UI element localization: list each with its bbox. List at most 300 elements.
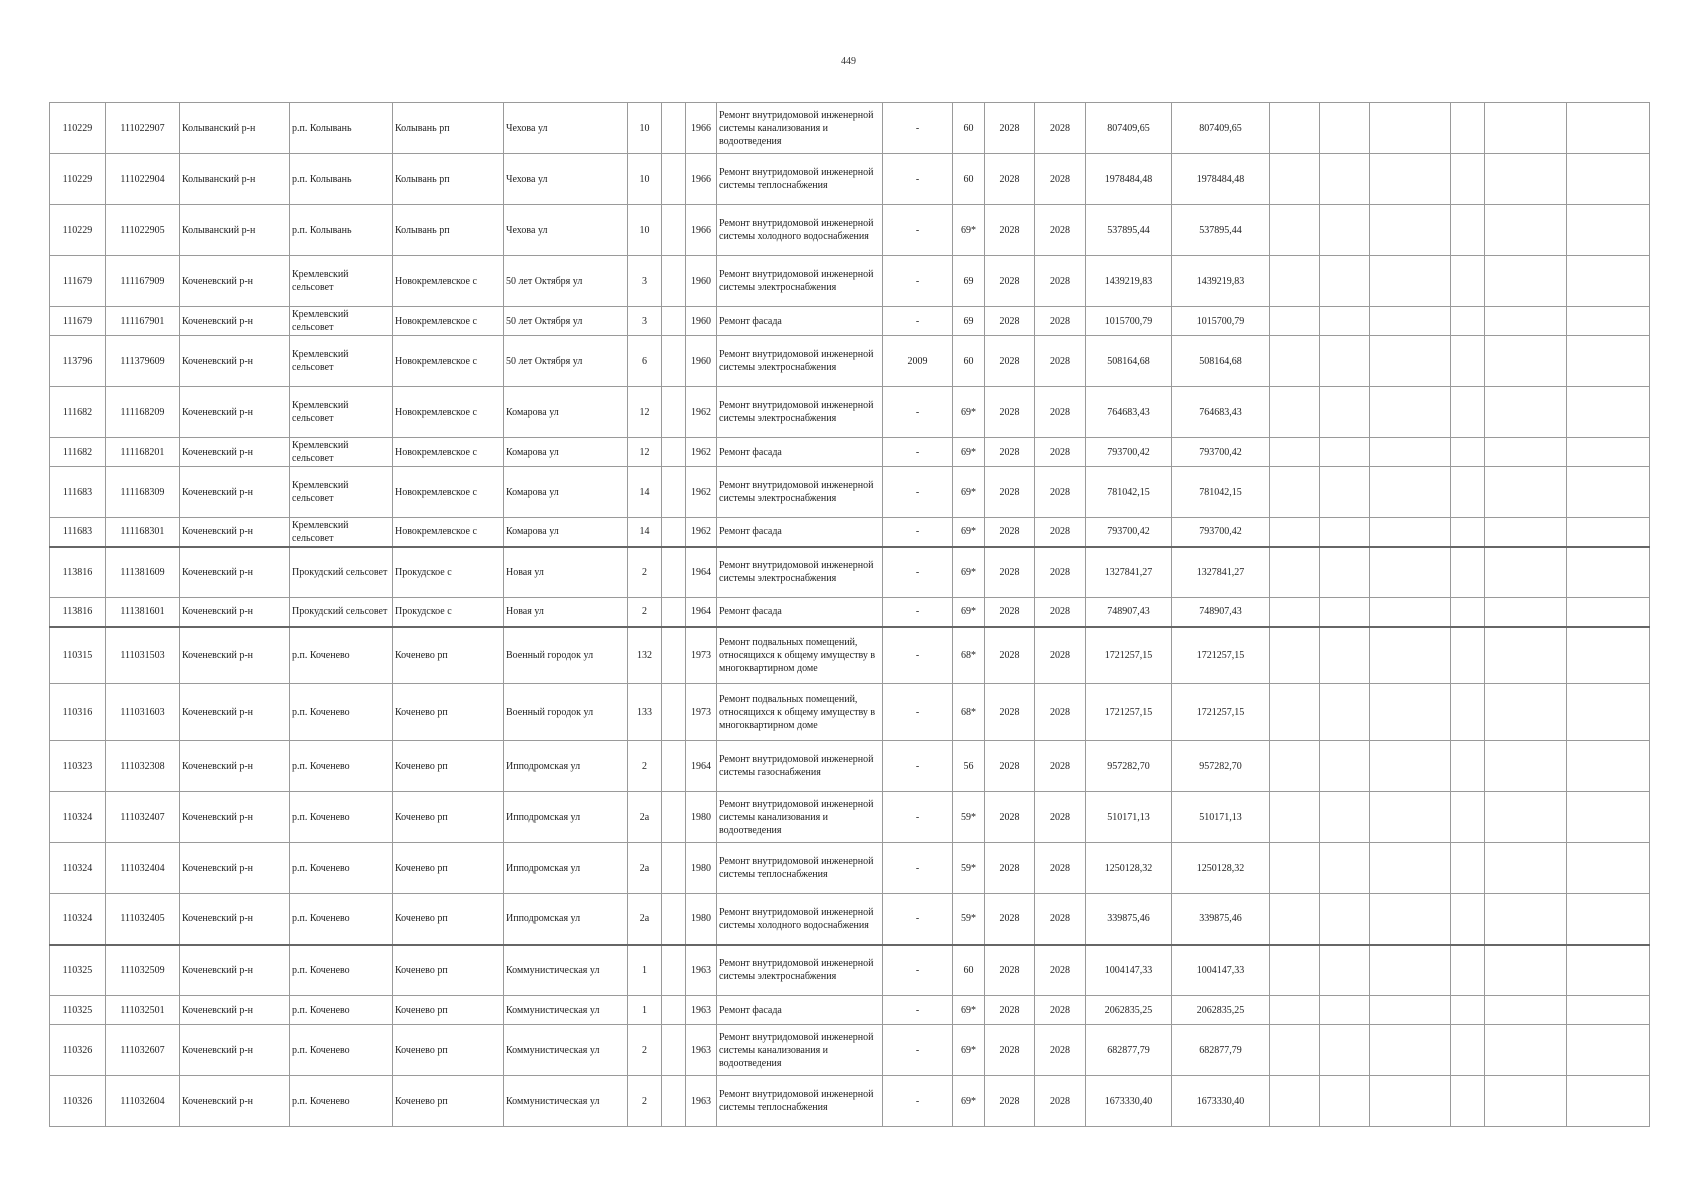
street-cell: 50 лет Октября ул [504,307,628,336]
plan-year-start-cell: 2028 [985,627,1035,684]
empty-cell [1567,1076,1650,1127]
build-year-cell: 1980 [686,843,717,894]
work-type-cell: Ремонт внутридомовой инженерной системы электроснабжения [717,256,883,307]
empty-cell [1320,205,1370,256]
plan-year-start-cell: 2028 [985,103,1035,154]
empty-cell [1451,945,1485,996]
work-cost-cell: 748907,43 [1086,598,1172,627]
house-number-cell: 2 [628,598,662,627]
work-cost-cell: 807409,65 [1086,103,1172,154]
street-cell: Чехова ул [504,154,628,205]
plan-year-end-cell: 2028 [1035,336,1086,387]
work-cost-cell: 793700,42 [1086,438,1172,467]
table-row [50,336,1650,387]
last-repair-year-cell: - [883,627,953,684]
last-repair-year-cell: - [883,894,953,945]
empty-cell [1370,1025,1451,1076]
empty-cell [1567,598,1650,627]
wear-percent-cell: 69* [953,996,985,1025]
street-cell: Коммунистическая ул [504,996,628,1025]
total-cost-cell: 1439219,83 [1172,256,1270,307]
district-cell: Коченевский р-н [180,387,290,438]
plan-year-start-cell: 2028 [985,438,1035,467]
empty-cell [1270,894,1320,945]
table-row [50,996,1650,1025]
empty-cell [1320,1025,1370,1076]
district-cell: Коченевский р-н [180,843,290,894]
work-cost-cell: 1004147,33 [1086,945,1172,996]
work-code-cell: 111022904 [106,154,180,205]
build-year-cell: 1963 [686,1025,717,1076]
total-cost-cell: 339875,46 [1172,894,1270,945]
work-type-cell: Ремонт внутридомовой инженерной системы электроснабжения [717,336,883,387]
building-number-cell [662,792,686,843]
plan-year-end-cell: 2028 [1035,103,1086,154]
object-id-cell: 110229 [50,103,106,154]
wear-percent-cell: 56 [953,741,985,792]
empty-cell [1370,154,1451,205]
street-cell: 50 лет Октября ул [504,336,628,387]
empty-cell [1451,205,1485,256]
municipality-cell: Кремлевский сельсовет [290,256,393,307]
street-cell: Ипподромская ул [504,894,628,945]
empty-cell [1370,945,1451,996]
empty-cell [1451,627,1485,684]
wear-percent-cell: 69* [953,438,985,467]
street-cell: Новая ул [504,547,628,598]
build-year-cell: 1962 [686,438,717,467]
empty-cell [1320,945,1370,996]
work-type-cell: Ремонт подвальных помещений, относящихся к общему имуществу в многоквартирном доме [717,684,883,741]
object-id-cell: 113816 [50,598,106,627]
work-code-cell: 111381609 [106,547,180,598]
locality-cell: Коченево рп [393,792,504,843]
object-id-cell: 110324 [50,843,106,894]
empty-cell [1370,741,1451,792]
empty-cell [1485,154,1567,205]
work-type-cell: Ремонт внутридомовой инженерной системы теплоснабжения [717,154,883,205]
work-code-cell: 111022905 [106,205,180,256]
locality-cell: Колывань рп [393,103,504,154]
work-type-cell: Ремонт внутридомовой инженерной системы газоснабжения [717,741,883,792]
municipality-cell: р.п. Коченево [290,996,393,1025]
work-code-cell: 111032604 [106,1076,180,1127]
plan-year-end-cell: 2028 [1035,307,1086,336]
locality-cell: Коченево рп [393,894,504,945]
work-cost-cell: 1250128,32 [1086,843,1172,894]
empty-cell [1370,387,1451,438]
street-cell: Ипподромская ул [504,843,628,894]
wear-percent-cell: 69 [953,256,985,307]
district-cell: Коченевский р-н [180,894,290,945]
empty-cell [1451,387,1485,438]
table-row [50,438,1650,467]
work-type-cell: Ремонт подвальных помещений, относящихся к общему имуществу в многоквартирном доме [717,627,883,684]
wear-percent-cell: 60 [953,336,985,387]
plan-year-end-cell: 2028 [1035,894,1086,945]
object-id-cell: 110229 [50,154,106,205]
locality-cell: Колывань рп [393,154,504,205]
empty-cell [1485,547,1567,598]
building-number-cell [662,307,686,336]
district-cell: Коченевский р-н [180,741,290,792]
work-type-cell: Ремонт фасада [717,307,883,336]
work-code-cell: 111168301 [106,518,180,547]
empty-cell [1567,792,1650,843]
house-number-cell: 3 [628,307,662,336]
object-id-cell: 111679 [50,256,106,307]
empty-cell [1370,205,1451,256]
work-type-cell: Ремонт внутридомовой инженерной системы теплоснабжения [717,1076,883,1127]
building-number-cell [662,627,686,684]
last-repair-year-cell: - [883,518,953,547]
empty-cell [1370,336,1451,387]
work-cost-cell: 682877,79 [1086,1025,1172,1076]
district-cell: Коченевский р-н [180,256,290,307]
wear-percent-cell: 69* [953,387,985,438]
work-type-cell: Ремонт внутридомовой инженерной системы электроснабжения [717,547,883,598]
build-year-cell: 1962 [686,518,717,547]
empty-cell [1320,547,1370,598]
building-number-cell [662,154,686,205]
last-repair-year-cell: - [883,1076,953,1127]
work-code-cell: 111032405 [106,894,180,945]
plan-year-start-cell: 2028 [985,547,1035,598]
table-row [50,518,1650,547]
object-id-cell: 110326 [50,1025,106,1076]
last-repair-year-cell: - [883,996,953,1025]
empty-cell [1320,256,1370,307]
work-cost-cell: 764683,43 [1086,387,1172,438]
table-row [50,945,1650,996]
object-id-cell: 110316 [50,684,106,741]
work-code-cell: 111167909 [106,256,180,307]
empty-cell [1370,843,1451,894]
empty-cell [1270,205,1320,256]
house-number-cell: 2 [628,1025,662,1076]
house-number-cell: 1 [628,996,662,1025]
empty-cell [1270,1076,1320,1127]
last-repair-year-cell: - [883,103,953,154]
empty-cell [1567,205,1650,256]
empty-cell [1567,518,1650,547]
locality-cell: Новокремлевское с [393,518,504,547]
empty-cell [1451,547,1485,598]
street-cell: Комарова ул [504,387,628,438]
build-year-cell: 1966 [686,154,717,205]
wear-percent-cell: 69* [953,467,985,518]
last-repair-year-cell: 2009 [883,336,953,387]
district-cell: Коченевский р-н [180,467,290,518]
building-number-cell [662,843,686,894]
street-cell: 50 лет Октября ул [504,256,628,307]
empty-cell [1451,843,1485,894]
house-number-cell: 10 [628,103,662,154]
work-code-cell: 111032404 [106,843,180,894]
empty-cell [1370,684,1451,741]
work-code-cell: 111167901 [106,307,180,336]
last-repair-year-cell: - [883,598,953,627]
house-number-cell: 132 [628,627,662,684]
build-year-cell: 1966 [686,103,717,154]
object-id-cell: 113816 [50,547,106,598]
empty-cell [1270,467,1320,518]
street-cell: Коммунистическая ул [504,945,628,996]
municipality-cell: р.п. Коченево [290,1076,393,1127]
empty-cell [1485,894,1567,945]
work-cost-cell: 1978484,48 [1086,154,1172,205]
plan-year-end-cell: 2028 [1035,387,1086,438]
object-id-cell: 111682 [50,438,106,467]
empty-cell [1320,103,1370,154]
empty-cell [1451,518,1485,547]
plan-year-start-cell: 2028 [985,518,1035,547]
work-type-cell: Ремонт внутридомовой инженерной системы электроснабжения [717,467,883,518]
work-cost-cell: 781042,15 [1086,467,1172,518]
empty-cell [1370,103,1451,154]
work-type-cell: Ремонт фасада [717,438,883,467]
district-cell: Коченевский р-н [180,438,290,467]
total-cost-cell: 1721257,15 [1172,684,1270,741]
empty-cell [1320,894,1370,945]
total-cost-cell: 1721257,15 [1172,627,1270,684]
last-repair-year-cell: - [883,205,953,256]
work-code-cell: 111031603 [106,684,180,741]
total-cost-cell: 537895,44 [1172,205,1270,256]
district-cell: Коченевский р-н [180,336,290,387]
building-number-cell [662,684,686,741]
empty-cell [1270,996,1320,1025]
plan-year-start-cell: 2028 [985,843,1035,894]
last-repair-year-cell: - [883,307,953,336]
empty-cell [1320,387,1370,438]
object-id-cell: 110325 [50,945,106,996]
building-number-cell [662,996,686,1025]
work-cost-cell: 1721257,15 [1086,684,1172,741]
work-code-cell: 111168309 [106,467,180,518]
municipality-cell: р.п. Коченево [290,843,393,894]
house-number-cell: 2 [628,741,662,792]
district-cell: Коченевский р-н [180,996,290,1025]
house-number-cell: 2а [628,792,662,843]
building-number-cell [662,205,686,256]
work-code-cell: 111379609 [106,336,180,387]
plan-year-end-cell: 2028 [1035,547,1086,598]
total-cost-cell: 1015700,79 [1172,307,1270,336]
empty-cell [1451,598,1485,627]
district-cell: Коченевский р-н [180,1025,290,1076]
empty-cell [1320,154,1370,205]
empty-cell [1270,387,1320,438]
empty-cell [1485,741,1567,792]
build-year-cell: 1963 [686,945,717,996]
empty-cell [1567,741,1650,792]
work-cost-cell: 1673330,40 [1086,1076,1172,1127]
wear-percent-cell: 59* [953,843,985,894]
empty-cell [1451,894,1485,945]
object-id-cell: 110315 [50,627,106,684]
table-row [50,843,1650,894]
building-number-cell [662,894,686,945]
work-type-cell: Ремонт фасада [717,518,883,547]
total-cost-cell: 793700,42 [1172,438,1270,467]
work-code-cell: 111032407 [106,792,180,843]
plan-year-end-cell: 2028 [1035,467,1086,518]
total-cost-cell: 1250128,32 [1172,843,1270,894]
empty-cell [1320,1076,1370,1127]
total-cost-cell: 748907,43 [1172,598,1270,627]
table-row [50,598,1650,627]
empty-cell [1485,467,1567,518]
empty-cell [1485,627,1567,684]
empty-cell [1451,792,1485,843]
table-row [50,741,1650,792]
work-type-cell: Ремонт внутридомовой инженерной системы электроснабжения [717,945,883,996]
empty-cell [1567,336,1650,387]
build-year-cell: 1980 [686,792,717,843]
locality-cell: Коченево рп [393,945,504,996]
object-id-cell: 111683 [50,467,106,518]
street-cell: Коммунистическая ул [504,1076,628,1127]
work-cost-cell: 508164,68 [1086,336,1172,387]
street-cell: Ипподромская ул [504,741,628,792]
empty-cell [1270,518,1320,547]
object-id-cell: 110229 [50,205,106,256]
total-cost-cell: 508164,68 [1172,336,1270,387]
building-number-cell [662,387,686,438]
locality-cell: Новокремлевское с [393,256,504,307]
municipality-cell: р.п. Колывань [290,205,393,256]
build-year-cell: 1964 [686,547,717,598]
empty-cell [1485,945,1567,996]
build-year-cell: 1960 [686,336,717,387]
district-cell: Коченевский р-н [180,547,290,598]
build-year-cell: 1963 [686,996,717,1025]
plan-year-end-cell: 2028 [1035,205,1086,256]
empty-cell [1270,843,1320,894]
house-number-cell: 2а [628,894,662,945]
empty-cell [1270,945,1320,996]
empty-cell [1451,684,1485,741]
empty-cell [1320,627,1370,684]
building-number-cell [662,518,686,547]
last-repair-year-cell: - [883,387,953,438]
locality-cell: Коченево рп [393,684,504,741]
plan-year-start-cell: 2028 [985,741,1035,792]
plan-year-end-cell: 2028 [1035,996,1086,1025]
work-code-cell: 111168201 [106,438,180,467]
last-repair-year-cell: - [883,256,953,307]
work-type-cell: Ремонт фасада [717,996,883,1025]
plan-year-end-cell: 2028 [1035,1076,1086,1127]
empty-cell [1485,1076,1567,1127]
street-cell: Ипподромская ул [504,792,628,843]
table-row [50,1076,1650,1127]
plan-year-start-cell: 2028 [985,154,1035,205]
municipality-cell: р.п. Коченево [290,684,393,741]
empty-cell [1270,598,1320,627]
wear-percent-cell: 69* [953,518,985,547]
empty-cell [1451,256,1485,307]
empty-cell [1567,256,1650,307]
work-cost-cell: 339875,46 [1086,894,1172,945]
empty-cell [1370,256,1451,307]
build-year-cell: 1962 [686,467,717,518]
house-number-cell: 133 [628,684,662,741]
empty-cell [1370,598,1451,627]
empty-cell [1451,741,1485,792]
empty-cell [1320,518,1370,547]
empty-cell [1370,547,1451,598]
last-repair-year-cell: - [883,154,953,205]
street-cell: Военный городок ул [504,684,628,741]
locality-cell: Новокремлевское с [393,467,504,518]
plan-year-end-cell: 2028 [1035,518,1086,547]
street-cell: Комарова ул [504,467,628,518]
build-year-cell: 1964 [686,598,717,627]
district-cell: Колыванский р-н [180,205,290,256]
empty-cell [1485,598,1567,627]
street-cell: Новая ул [504,598,628,627]
street-cell: Чехова ул [504,205,628,256]
house-number-cell: 2 [628,1076,662,1127]
building-number-cell [662,438,686,467]
municipality-cell: Прокудский сельсовет [290,547,393,598]
locality-cell: Новокремлевское с [393,438,504,467]
municipality-cell: р.п. Коченево [290,627,393,684]
empty-cell [1270,256,1320,307]
table-row [50,467,1650,518]
table-row [50,684,1650,741]
total-cost-cell: 781042,15 [1172,467,1270,518]
plan-year-start-cell: 2028 [985,598,1035,627]
plan-year-start-cell: 2028 [985,205,1035,256]
empty-cell [1451,336,1485,387]
page-number: 449 [841,56,856,67]
empty-cell [1270,307,1320,336]
locality-cell: Коченево рп [393,1025,504,1076]
work-code-cell: 111032509 [106,945,180,996]
empty-cell [1370,518,1451,547]
empty-cell [1270,336,1320,387]
empty-cell [1567,103,1650,154]
locality-cell: Коченево рп [393,741,504,792]
house-number-cell: 6 [628,336,662,387]
locality-cell: Коченево рп [393,843,504,894]
house-number-cell: 12 [628,387,662,438]
plan-year-start-cell: 2028 [985,1076,1035,1127]
work-type-cell: Ремонт внутридомовой инженерной системы канализования и водоотведения [717,103,883,154]
empty-cell [1485,792,1567,843]
empty-cell [1485,438,1567,467]
work-type-cell: Ремонт внутридомовой инженерной системы канализования и водоотведения [717,1025,883,1076]
plan-year-start-cell: 2028 [985,684,1035,741]
empty-cell [1485,387,1567,438]
total-cost-cell: 764683,43 [1172,387,1270,438]
empty-cell [1567,438,1650,467]
locality-cell: Новокремлевское с [393,307,504,336]
empty-cell [1370,307,1451,336]
work-code-cell: 111031503 [106,627,180,684]
house-number-cell: 10 [628,154,662,205]
empty-cell [1485,256,1567,307]
work-code-cell: 111381601 [106,598,180,627]
empty-cell [1451,438,1485,467]
empty-cell [1270,103,1320,154]
district-cell: Колыванский р-н [180,103,290,154]
empty-cell [1485,518,1567,547]
last-repair-year-cell: - [883,945,953,996]
